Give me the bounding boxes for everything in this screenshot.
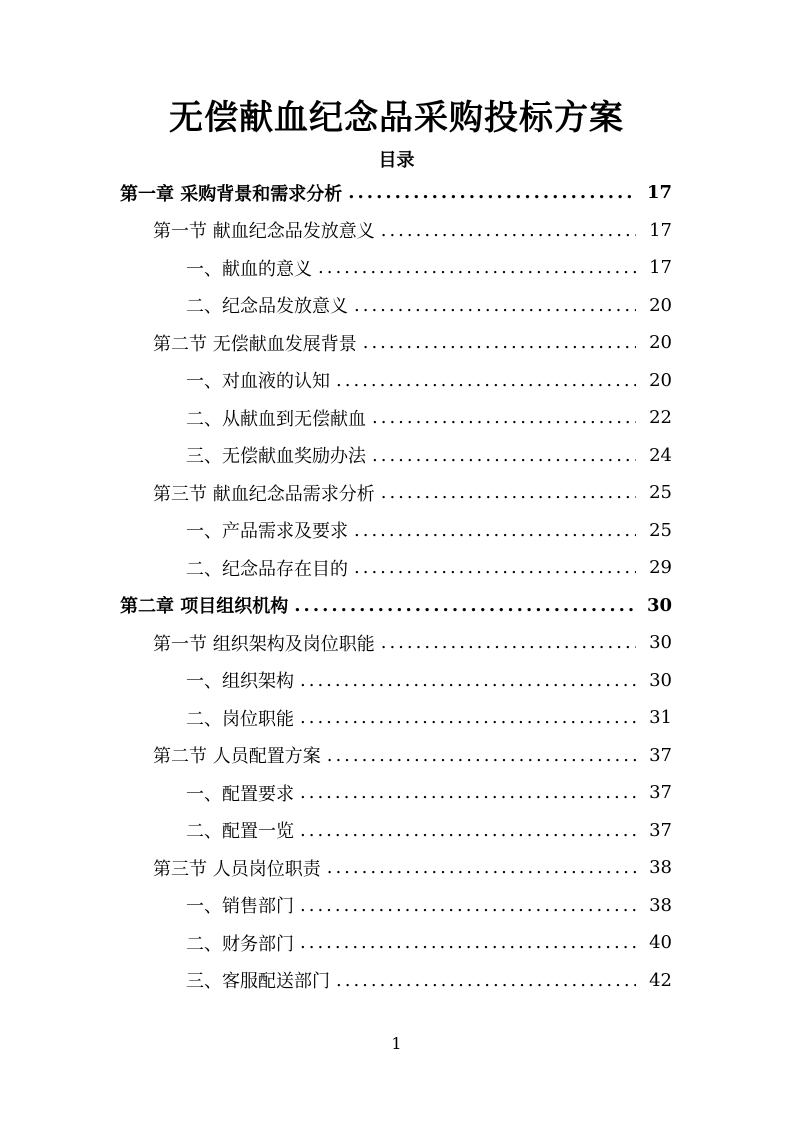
toc-leader-dots: [318, 257, 636, 278]
toc-entry-page: 38: [649, 894, 672, 916]
toc-entry-label: 二、财务部门: [186, 933, 294, 955]
toc-entry-page: 22: [649, 407, 672, 429]
toc-entry[interactable]: [0, 399, 793, 437]
toc-entry[interactable]: [0, 662, 793, 700]
toc-entry-label: 第一节 献血纪念品发放意义: [153, 221, 375, 243]
toc-entry-label: 三、无偿献血奖励办法: [186, 446, 366, 468]
toc-entry[interactable]: [0, 699, 793, 737]
toc-entry[interactable]: [0, 324, 793, 362]
toc-entry-label: 第三节 人员岗位职责: [153, 858, 321, 880]
toc-entry-page: 25: [649, 482, 672, 504]
toc-entry-page: 20: [649, 332, 672, 354]
toc-entry[interactable]: [0, 512, 793, 550]
toc-leader-dots: [300, 895, 636, 916]
toc-entry[interactable]: [0, 362, 793, 400]
toc-entry[interactable]: [0, 437, 793, 475]
toc-entry-page: 17: [649, 219, 672, 241]
toc-entry-page: 37: [649, 782, 672, 804]
toc-entry-label: 第二节 人员配置方案: [153, 746, 321, 768]
toc-entry-page: 30: [649, 669, 672, 691]
page-number: 1: [391, 1034, 402, 1053]
toc-leader-dots: [327, 745, 636, 766]
toc-entry[interactable]: [0, 624, 793, 662]
toc-entry-page: 37: [649, 744, 672, 766]
toc-entry[interactable]: [0, 249, 793, 287]
toc-leader-dots: [348, 182, 636, 203]
toc-entry-label: 一、配置要求: [186, 783, 294, 805]
toc-leader-dots: [336, 970, 636, 991]
toc-leader-dots: [336, 370, 636, 391]
toc-entry-label: 第二节 无偿献血发展背景: [153, 333, 357, 355]
toc-entry-page: 37: [649, 819, 672, 841]
toc-leader-dots: [372, 445, 636, 466]
toc-entry-page: 25: [649, 519, 672, 541]
toc-entry[interactable]: [0, 849, 793, 887]
toc-entry-label: 一、组织架构: [186, 671, 294, 693]
toc-entry-page: 17: [649, 257, 672, 279]
toc-entry[interactable]: [0, 549, 793, 587]
toc-entry[interactable]: [0, 887, 793, 925]
toc-leader-dots: [363, 332, 636, 353]
toc-entry-label: 三、客服配送部门: [186, 971, 330, 993]
toc-entry-label: 二、从献血到无偿献血: [186, 408, 366, 430]
toc-entry-page: 30: [646, 594, 672, 616]
toc-entry[interactable]: [0, 924, 793, 962]
toc-entry-label: 一、销售部门: [186, 896, 294, 918]
toc-entry[interactable]: [0, 174, 793, 212]
toc-leader-dots: [354, 295, 636, 316]
toc-leader-dots: [381, 632, 636, 653]
toc-entry-label: 一、产品需求及要求: [186, 521, 348, 543]
toc-entry-page: 20: [649, 294, 672, 316]
toc-leader-dots: [372, 407, 636, 428]
toc-leader-dots: [294, 595, 636, 616]
toc-entry[interactable]: [0, 812, 793, 850]
toc-entry-label: 一、献血的意义: [186, 258, 312, 280]
toc-entry-page: 31: [649, 707, 672, 729]
toc-entry-page: 24: [649, 444, 672, 466]
toc-leader-dots: [300, 707, 636, 728]
toc-entry[interactable]: [0, 474, 793, 512]
toc-entry[interactable]: [0, 287, 793, 325]
toc-heading: 目录: [378, 150, 415, 171]
toc-entry-label: 第一节 组织架构及岗位职能: [153, 633, 375, 655]
toc-leader-dots: [300, 932, 636, 953]
toc-leader-dots: [327, 857, 636, 878]
toc-leader-dots: [354, 557, 636, 578]
toc-entry-page: 29: [649, 557, 672, 579]
toc-entry-label: 第一章 采购背景和需求分析: [120, 183, 343, 205]
toc-entry-page: 42: [649, 969, 672, 991]
toc-entry-label: 一、对血液的认知: [186, 371, 330, 393]
toc-leader-dots: [300, 670, 636, 691]
table-of-contents: [0, 174, 793, 999]
toc-entry[interactable]: [0, 774, 793, 812]
toc-entry[interactable]: [0, 962, 793, 1000]
toc-entry-page: 17: [646, 182, 672, 204]
toc-entry-label: 第二章 项目组织机构: [120, 596, 289, 618]
toc-entry-label: 二、配置一览: [186, 821, 294, 843]
toc-entry[interactable]: [0, 587, 793, 625]
toc-entry-page: 20: [649, 369, 672, 391]
toc-entry-label: 二、岗位职能: [186, 708, 294, 730]
toc-entry-label: 第三节 献血纪念品需求分析: [153, 483, 375, 505]
toc-leader-dots: [300, 782, 636, 803]
toc-leader-dots: [381, 220, 636, 241]
toc-entry-label: 二、纪念品发放意义: [186, 296, 348, 318]
document-title: 无偿献血纪念品采购投标方案: [169, 98, 624, 138]
toc-entry-page: 40: [649, 932, 672, 954]
toc-entry[interactable]: [0, 737, 793, 775]
toc-leader-dots: [381, 482, 636, 503]
toc-entry-page: 38: [649, 857, 672, 879]
toc-entry[interactable]: [0, 212, 793, 250]
toc-leader-dots: [300, 820, 636, 841]
toc-entry-page: 30: [649, 632, 672, 654]
toc-leader-dots: [354, 520, 636, 541]
toc-entry-label: 二、纪念品存在目的: [186, 558, 348, 580]
